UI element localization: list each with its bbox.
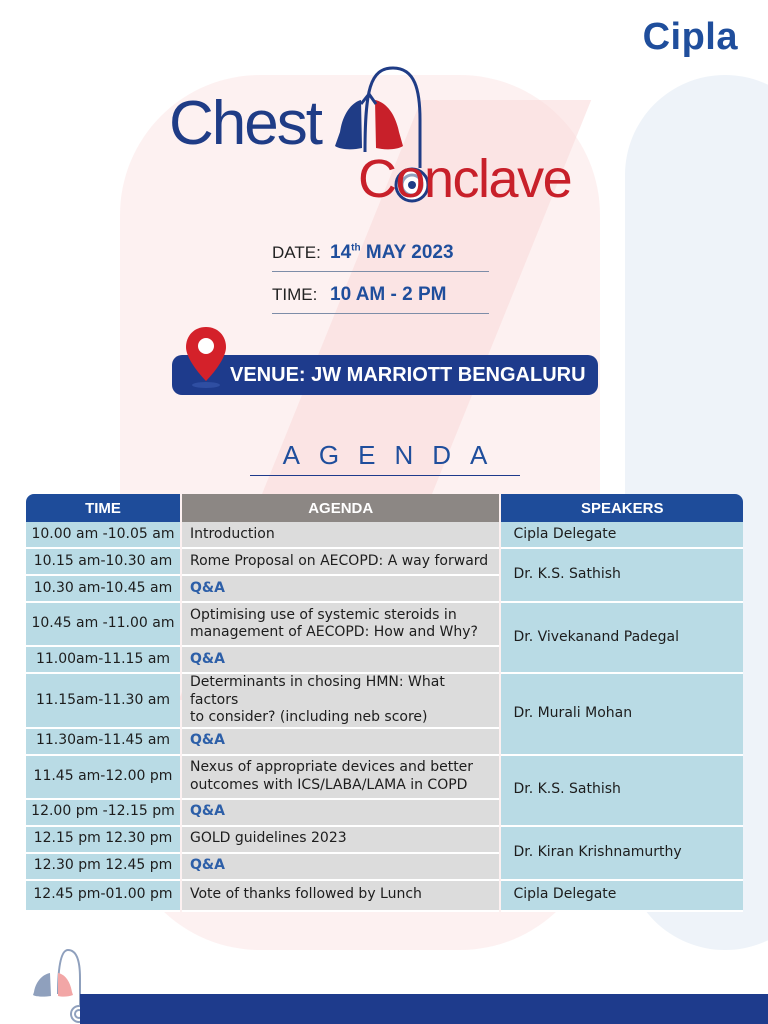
table-row xyxy=(26,827,743,854)
agenda-cell: Rome Proposal on AECOPD: A way forward xyxy=(182,549,499,576)
logo-word-chest: Chest xyxy=(169,89,321,158)
time-cell: 10.15 am-10.30 am xyxy=(26,549,180,576)
speaker-cell: Dr. K.S. Sathish xyxy=(501,756,743,827)
qa-cell: Q&A xyxy=(182,854,499,881)
time-label: TIME: xyxy=(272,285,318,304)
agenda-heading: AGENDA xyxy=(250,440,520,476)
speaker-cell: Dr. Vivekanand Padegal xyxy=(501,603,743,674)
date-value: 14th MAY 2023 xyxy=(330,242,454,263)
column-header-agenda: AGENDA xyxy=(182,494,499,522)
time-row xyxy=(272,284,489,314)
speaker-cell: Cipla Delegate xyxy=(501,881,743,912)
time-cell: 11.30am-11.45 am xyxy=(26,729,180,756)
time-cell: 12.30 pm 12.45 pm xyxy=(26,854,180,881)
agenda-cell: Nexus of appropriate devices and better outcomes with ICS/LABA/LAMA in COPD xyxy=(182,756,499,800)
agenda-cell: Determinants in chosing HMN: What factors to consider? (including neb score) xyxy=(182,674,499,729)
speaker-cell: Dr. K.S. Sathish xyxy=(501,549,743,603)
time-cell: 10.30 am-10.45 am xyxy=(26,576,180,603)
table-row xyxy=(26,522,743,549)
qa-cell: Q&A xyxy=(182,800,499,827)
agenda-cell: Vote of thanks followed by Lunch xyxy=(182,881,499,912)
date-row xyxy=(272,242,489,272)
time-value: 10 AM - 2 PM xyxy=(330,284,447,305)
time-cell: 11.00am-11.15 am xyxy=(26,647,180,674)
date-label: DATE: xyxy=(272,243,321,262)
agenda-cell: Optimising use of systemic steroids in management of AECOPD: How and Why? xyxy=(182,603,499,647)
column-header-speakers: SPEAKERS xyxy=(501,494,743,522)
chest-conclave-logo xyxy=(165,60,605,210)
table-row xyxy=(26,674,743,729)
speaker-cell: Cipla Delegate xyxy=(501,522,743,549)
qa-cell: Q&A xyxy=(182,576,499,603)
qa-cell: Q&A xyxy=(182,729,499,756)
agenda-cell: GOLD guidelines 2023 xyxy=(182,827,499,854)
table-row xyxy=(26,756,743,800)
cipla-logo: Cipla xyxy=(642,16,738,58)
time-cell: 10.00 am -10.05 am xyxy=(26,522,180,549)
table-header-row xyxy=(26,494,743,522)
time-cell: 12.00 pm -12.15 pm xyxy=(26,800,180,827)
table-row xyxy=(26,603,743,647)
time-cell: 10.45 am -11.00 am xyxy=(26,603,180,647)
time-cell: 11.45 am-12.00 pm xyxy=(26,756,180,800)
logo-word-conclave: Conclave xyxy=(358,149,572,209)
column-header-time: TIME xyxy=(26,494,180,522)
agenda-table xyxy=(24,494,745,912)
time-cell: 11.15am-11.30 am xyxy=(26,674,180,729)
footer-bar xyxy=(80,994,768,1024)
speaker-cell: Dr. Murali Mohan xyxy=(501,674,743,756)
table-row xyxy=(26,881,743,912)
speaker-cell: Dr. Kiran Krishnamurthy xyxy=(501,827,743,881)
agenda-cell: Introduction xyxy=(182,522,499,549)
time-cell: 12.15 pm 12.30 pm xyxy=(26,827,180,854)
location-pin-icon xyxy=(184,325,228,391)
table-row xyxy=(26,549,743,576)
venue-banner xyxy=(172,355,598,395)
qa-cell: Q&A xyxy=(182,647,499,674)
time-cell: 12.45 pm-01.00 pm xyxy=(26,881,180,912)
venue-text: VENUE: JW MARRIOTT BENGALURU xyxy=(230,363,586,386)
